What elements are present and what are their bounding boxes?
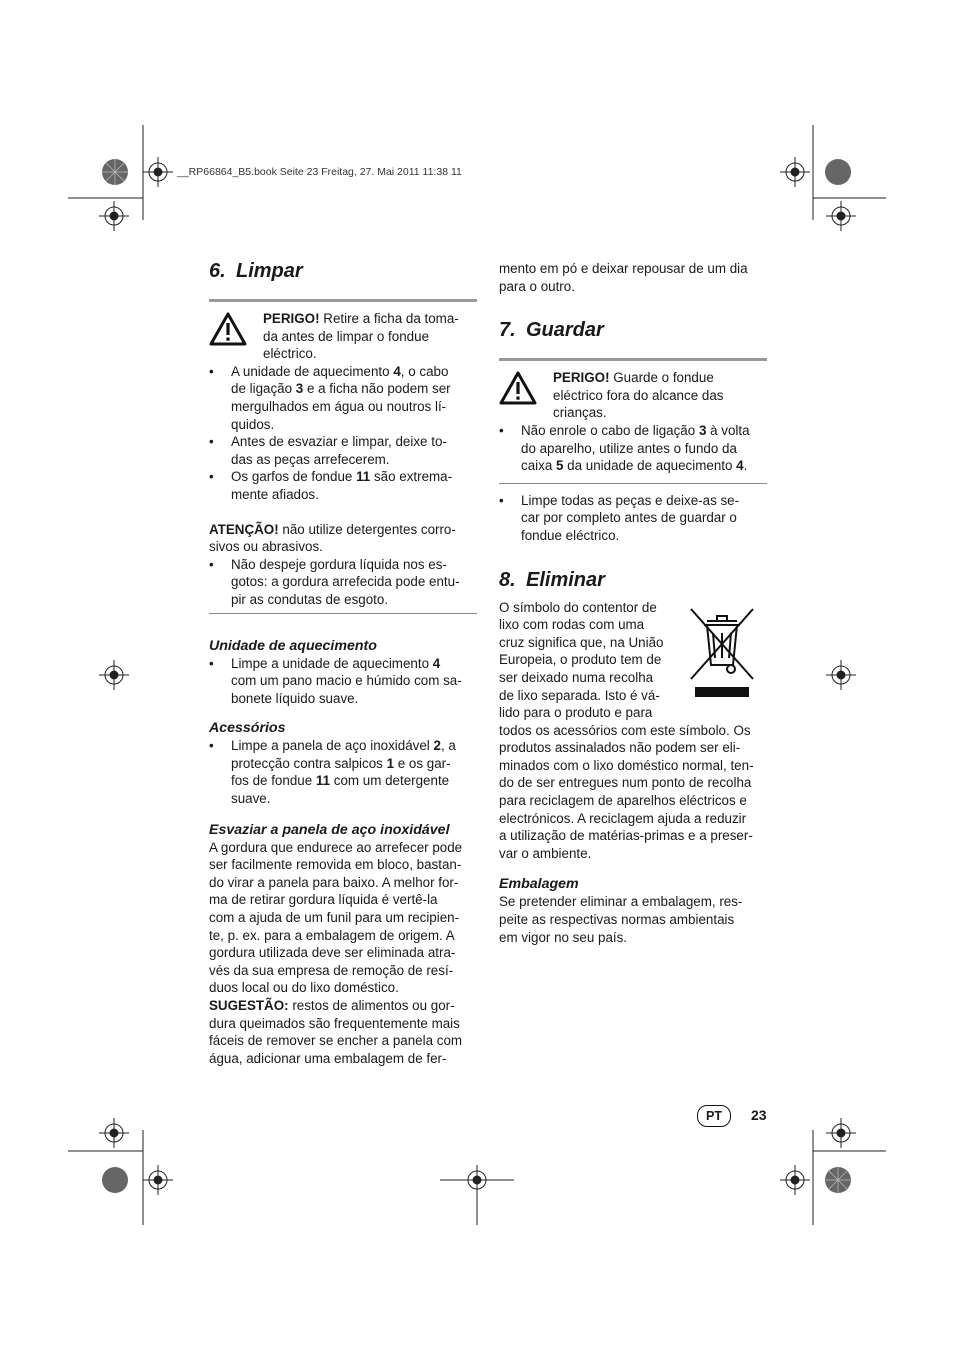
tip-paragraph: SUGESTÃO: restos de alimentos ou gor- dura queimados são frequentemente mais fáceis de remover se encher a panela com água, adicionar uma embalagem de fer- [209,998,463,1066]
page-number: 23 [751,1107,767,1123]
list-item: • Limpe a panela de aço inoxidável 2, a protecção contra salpicos 1 e os gar- fos de fondue 11 com um detergente suave. [209,737,477,807]
right-column [499,260,767,946]
divider [209,613,477,614]
cleaning-precautions-list [209,363,477,504]
continued-paragraph: mento em pó e deixar repousar de um dia para o outro. [499,261,748,294]
print-header: __RP66864_B5.book Seite 23 Freitag, 27. Mai 2011 11:38 11 [177,166,462,178]
warning-triangle-icon [209,310,263,351]
language-badge: PT [697,1105,731,1127]
divider [499,483,767,484]
subheading-esvaziar: Esvaziar a panela de aço inoxidável [209,821,450,838]
section-divider [209,299,477,302]
section-heading-limpar: 6. Limpar [209,260,303,282]
list-item: • Não despeje gordura líquida nos es- gotos: a gordura arrefecida pode entu- pir as condutas de esgoto. [209,556,477,609]
subheading-unidade: Unidade de aquecimento [209,637,377,654]
disposal-paragraph: O símbolo do contentor de lixo com rodas com uma cruz significa que, na União Europeia, o produto tem de ser deixado numa recolha de lixo separada. Isto é vá- lido para o produto e para todos os acessórios com este símbolo. Os produtos assinalados não podem ser eli- minados com o lixo doméstico normal, ten- do de ser entregues num ponto de recolha para reciclagem de aparelhos eléctricos e electrónicos. A reciclagem ajuda a reduzir a utilização de matérias-primas e a preser- var o ambiente. [499,599,767,863]
list-item: • Os garfos de fondue 11 são extrema- mente afiados. [209,468,477,503]
attention-note: ATENÇÃO! não utilize detergentes corro- sivos ou abrasivos. [209,521,456,555]
list-item: • Antes de esvaziar e limpar, deixe to- das as peças arrefecerem. [209,433,477,468]
section-heading-guardar: 7. Guardar [499,319,604,342]
list-item: • A unidade de aquecimento 4, o cabo de ligação 3 e a ficha não podem ser mergulhados em água ou noutros lí- quidos. [209,363,477,433]
left-column [209,258,477,1067]
danger-notice: PERIGO! Retire a ficha da toma- da antes de limpar o fondue eléctrico. [209,310,477,363]
section-heading-eliminar: 8. Eliminar [499,568,605,591]
section-divider [499,358,767,361]
crossed-out-wheelie-bin-icon [685,603,759,699]
warning-triangle-icon [499,369,553,410]
subheading-acessorios: Acessórios [209,720,286,737]
embalagem-paragraph: Se pretender eliminar a embalagem, res- peite as respectivas normas ambientais em vigor no seu país. [499,894,743,945]
subheading-embalagem: Embalagem [499,876,579,893]
danger-notice: PERIGO! Guarde o fondue eléctrico fora do alcance das crianças. [499,369,767,422]
esvaziar-paragraph: A gordura que endurece ao arrefecer pode ser facilmente removida em bloco, bastan- do virar a panela para baixo. A melhor for- ma de retirar gordura líquida é vertê-la com a ajuda de um funil para um recipien- te, p. ex. para a embalagem de origem. A gordura utilizada deve ser eliminada atra- vés da sua empresa de remoção de resí- duos local ou do lixo doméstico. [209,839,463,996]
list-item: • Limpe a unidade de aquecimento 4 com um pano macio e húmido com sa- bonete líquido suave. [209,655,477,708]
list-item: • Limpe todas as peças e deixe-as se- car por completo antes de guardar o fondue eléctrico. [499,492,767,545]
list-item: • Não enrole o cabo de ligação 3 à volta do aparelho, utilize antes o fundo da caixa 5 da unidade de aquecimento 4. [499,422,767,475]
